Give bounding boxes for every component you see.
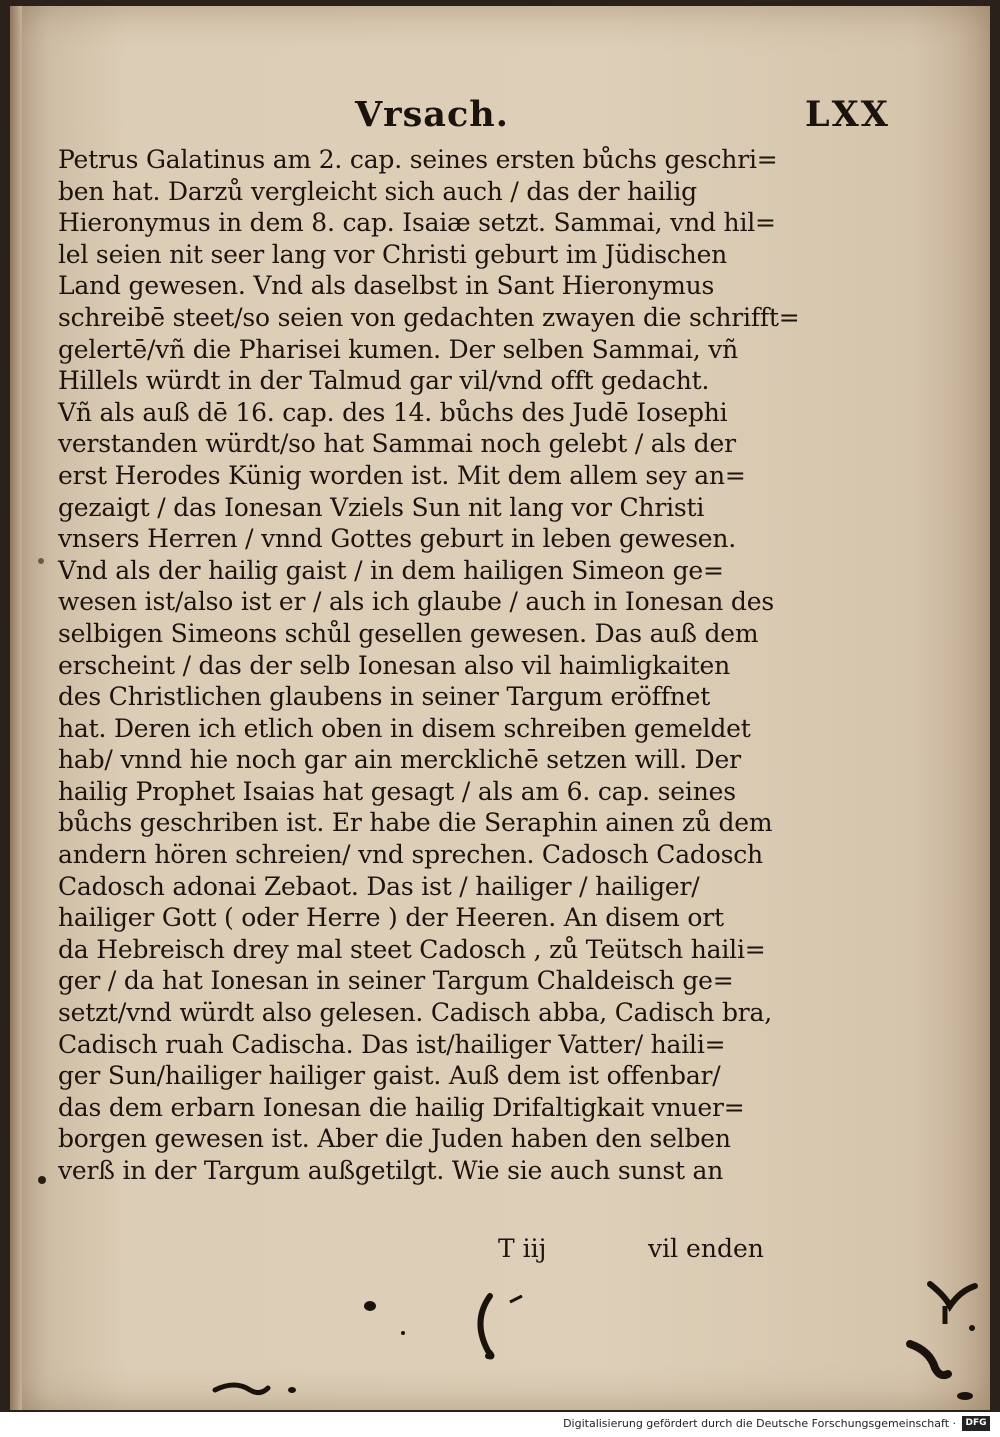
folio-number: LXX xyxy=(805,94,890,135)
text-line: des Christlichen glaubens in seiner Targum eröffnet xyxy=(58,682,711,712)
catchword: vil enden xyxy=(648,1234,764,1263)
text-line: hat. Deren ich etlich oben in disem schreiben gemeldet xyxy=(58,713,751,743)
signature-mark: T iij xyxy=(498,1234,547,1263)
text-line: borgen gewesen ist. Aber die Juden haben den selben xyxy=(58,1124,731,1154)
text-line: verstanden würdt/so hat Sammai noch gelebt / als der xyxy=(58,429,736,459)
text-line: erst Herodes Künig worden ist. Mit dem allem sey an= xyxy=(58,460,746,490)
margin-dot xyxy=(38,558,44,564)
ink-blot xyxy=(957,1392,973,1400)
text-line: Cadisch ruah Cadischa. Das ist/hailiger Vatter/ haili= xyxy=(58,1029,726,1059)
text-line: selbigen Simeons schůl gesellen gewesen. Das auß dem xyxy=(58,618,759,648)
ink-blot xyxy=(969,1325,975,1331)
ink-blot xyxy=(364,1301,376,1311)
book-page xyxy=(10,6,990,1410)
text-line: bůchs geschriben ist. Er habe die Seraphin ainen zů dem xyxy=(58,808,773,838)
text-line: vnsers Herren / vnnd Gottes geburt in leben gewesen. xyxy=(58,524,737,554)
ink-stroke xyxy=(215,1385,268,1393)
text-line: gezaigt / das Ionesan Vziels Sun nit lang vor Christi xyxy=(58,492,705,522)
text-line: Hillels würdt in der Talmud gar vil/vnd offt gedacht. xyxy=(58,366,710,396)
text-line: gelertē/vñ die Pharisei kumen. Der selben Sammai, vñ xyxy=(58,334,739,364)
text-line: ger / da hat Ionesan in seiner Targum Chaldeisch ge= xyxy=(58,966,734,996)
text-line: Hieronymus in dem 8. cap. Isaiæ setzt. Sammai, vnd hil= xyxy=(58,208,776,238)
ink-blot xyxy=(288,1387,296,1393)
ink-stroke xyxy=(480,1296,491,1356)
text-line: hailig Prophet Isaias hat gesagt / als am 6. cap. seines xyxy=(58,776,736,806)
ink-stroke xyxy=(930,1284,975,1306)
ink-stroke xyxy=(510,1296,522,1302)
funding-credit: Digitalisierung gefördert durch die Deutsche Forschungsgemeinschaft · xyxy=(563,1417,956,1430)
text-line: Land gewesen. Vnd als daselbst in Sant Hieronymus xyxy=(58,271,715,301)
text-line: ben hat. Darzů vergleicht sich auch / das der hailig xyxy=(58,176,697,206)
text-line: Petrus Galatinus am 2. cap. seines ersten bůchs geschri= xyxy=(58,145,778,174)
page-header xyxy=(10,94,990,144)
text-line: hailiger Gott ( oder Herre ) der Heeren. An disem ort xyxy=(58,903,724,933)
page-gutter-edge xyxy=(10,6,22,1410)
dfg-logo: DFG xyxy=(962,1416,990,1431)
text-line: setzt/vnd würdt also gelesen. Cadisch abba, Cadisch bra, xyxy=(58,998,773,1028)
text-line: Vñ als auß dē 16. cap. des 14. bůchs des Judē Iosephi xyxy=(58,397,728,427)
text-line: Cadosch adonai Zebaot. Das ist / hailiger / hailiger/ xyxy=(58,871,700,901)
text-line: ger Sun/hailiger hailiger gaist. Auß dem ist offenbar/ xyxy=(58,1061,721,1091)
ink-blot xyxy=(401,1331,405,1335)
ink-stroke xyxy=(910,1344,948,1375)
text-line: schreibē steet/so seien von gedachten zwayen die schrifft= xyxy=(58,302,800,332)
body-text xyxy=(58,144,818,1187)
signature-line xyxy=(58,1234,768,1266)
digitization-credit-bar xyxy=(0,1412,1000,1437)
text-line: hab/ vnnd hie noch gar ain mercklichē setzen will. Der xyxy=(58,745,741,775)
text-line: andern hören schreien/ vnd sprechen. Cadosch Cadosch xyxy=(58,840,763,870)
text-line: lel seien nit seer lang vor Christi geburt im Jüdischen xyxy=(58,239,728,269)
text-line: da Hebreisch drey mal steet Cadosch , zů Teütsch haili= xyxy=(58,934,766,964)
text-line: das dem erbarn Ionesan die hailig Drifaltigkait vnuer= xyxy=(58,1092,745,1122)
running-title: Vrsach. xyxy=(355,94,509,135)
margin-dot xyxy=(38,1176,46,1184)
text-line: verß in der Targum außgetilgt. Wie sie auch sunst an xyxy=(58,1156,724,1185)
text-line: wesen ist/also ist er / als ich glaube / auch in Ionesan des xyxy=(58,587,774,617)
text-line: erscheint / das der selb Ionesan also vil haimligkaiten xyxy=(58,650,730,680)
text-line: Vnd als der hailig gaist / in dem hailigen Simeon ge= xyxy=(58,555,724,585)
